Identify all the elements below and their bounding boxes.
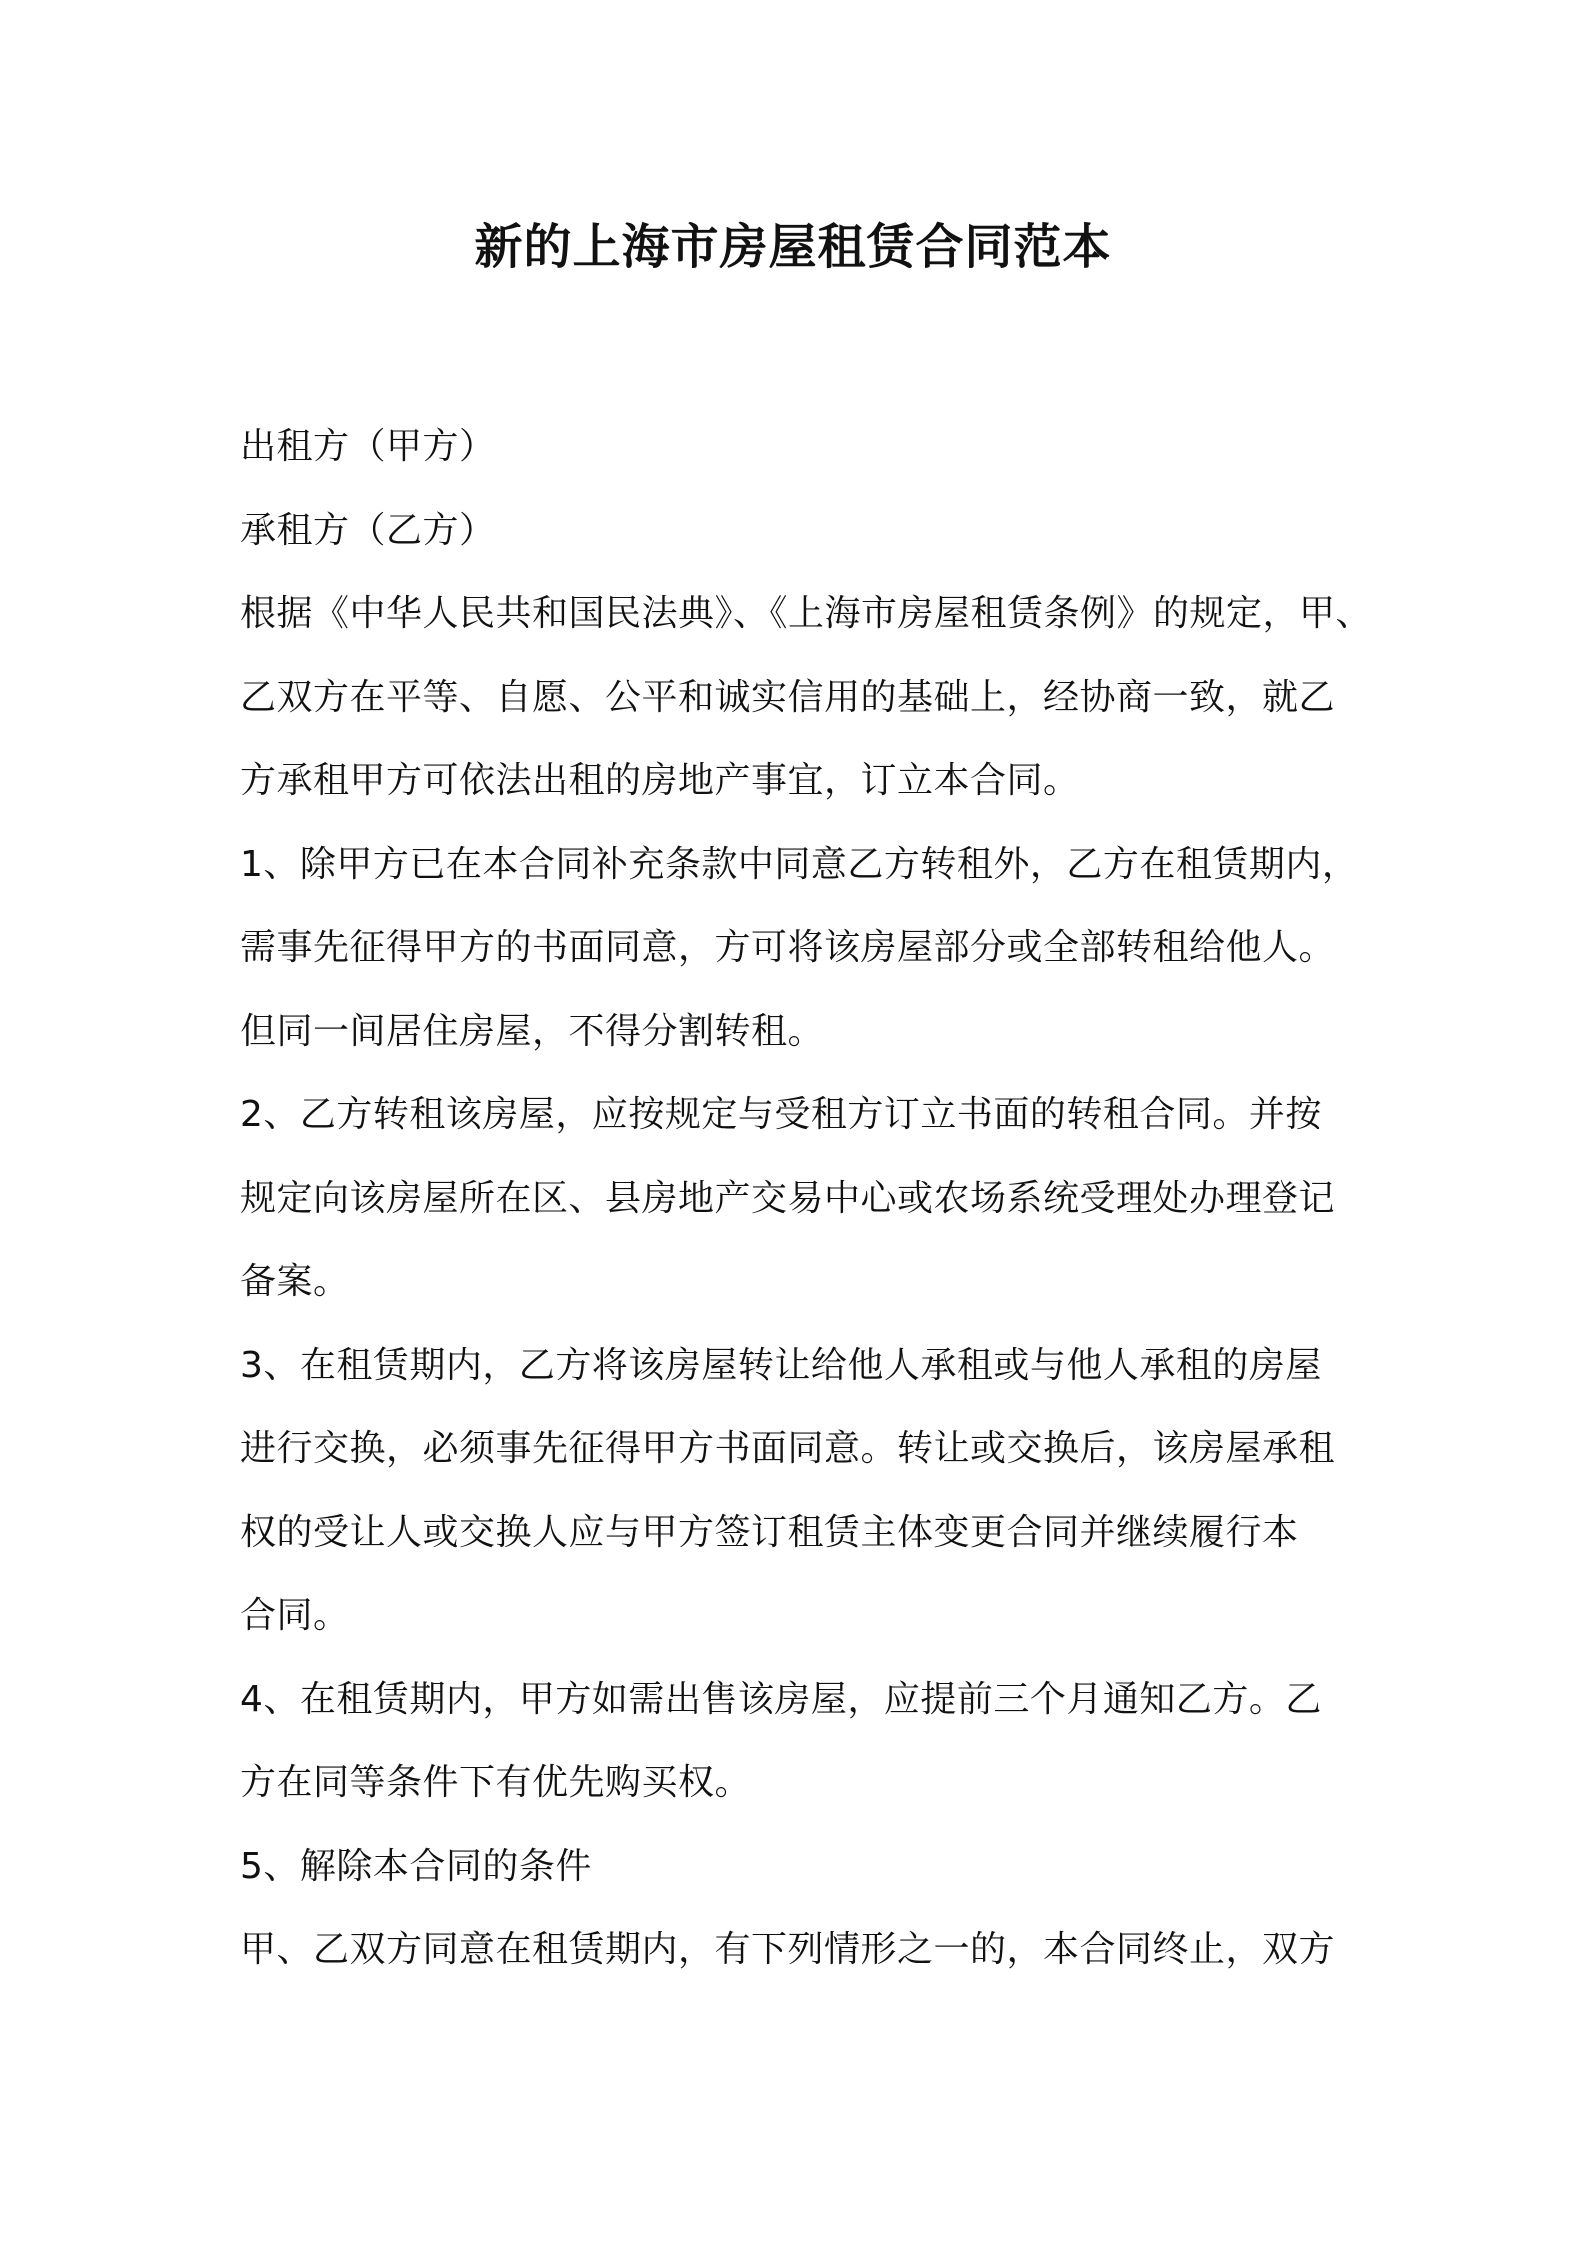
party-a-line: 出租方（甲方） — [240, 426, 496, 467]
body-line: 规定向该房屋所在区、县房地产交易中心或农场系统受理处办理登记 — [240, 1177, 1336, 1219]
body-line: 权的受让人或交换人应与甲方签订租赁主体变更合同并继续履行本 — [240, 1511, 1299, 1553]
body-line: 方在同等条件下有优先购买权。 — [240, 1762, 752, 1803]
clause-2-line: 2、乙方转租该房屋，应按规定与受租方订立书面的转租合同。并按 — [240, 1094, 1322, 1135]
body-line: 方承租甲方可依法出租的房地产事宜，订立本合同。 — [240, 760, 1080, 801]
document-body — [240, 405, 1373, 1992]
document-title: 新的上海市房屋租赁合同范本 — [474, 219, 1112, 275]
clause-4-line: 4、在租赁期内，甲方如需出售该房屋，应提前三个月通知乙方。乙 — [240, 1678, 1322, 1720]
body-line: 乙双方在平等、自愿、公平和诚实信用的基础上，经协商一致，就乙 — [240, 676, 1336, 718]
clause-3-line: 3、在租赁期内，乙方将该房屋转让给他人承租或与他人承租的房屋 — [240, 1344, 1322, 1386]
body-line: 甲、乙双方同意在租赁期内，有下列情形之一的，本合同终止，双方 — [240, 1929, 1336, 1970]
party-b-line: 承租方（乙方） — [240, 509, 496, 551]
body-line: 需事先征得甲方的书面同意，方可将该房屋部分或全部转租给他人。 — [240, 927, 1336, 968]
body-line: 合同。 — [240, 1595, 350, 1636]
clause-1-line: 1、除甲方已在本合同补充条款中同意乙方转租外，乙方在租赁期内， — [240, 843, 1359, 885]
body-line: 根据《中华人民共和国民法典》、《上海市房屋租赁条例》的规定，甲、 — [240, 593, 1373, 634]
body-line: 但同一间居住房屋，不得分割转租。 — [240, 1010, 825, 1052]
body-line: 进行交换，必须事先征得甲方书面同意。转让或交换后，该房屋承租 — [240, 1428, 1336, 1469]
clause-5-heading: 5、解除本合同的条件 — [240, 1845, 592, 1887]
body-line: 备案。 — [240, 1261, 350, 1302]
